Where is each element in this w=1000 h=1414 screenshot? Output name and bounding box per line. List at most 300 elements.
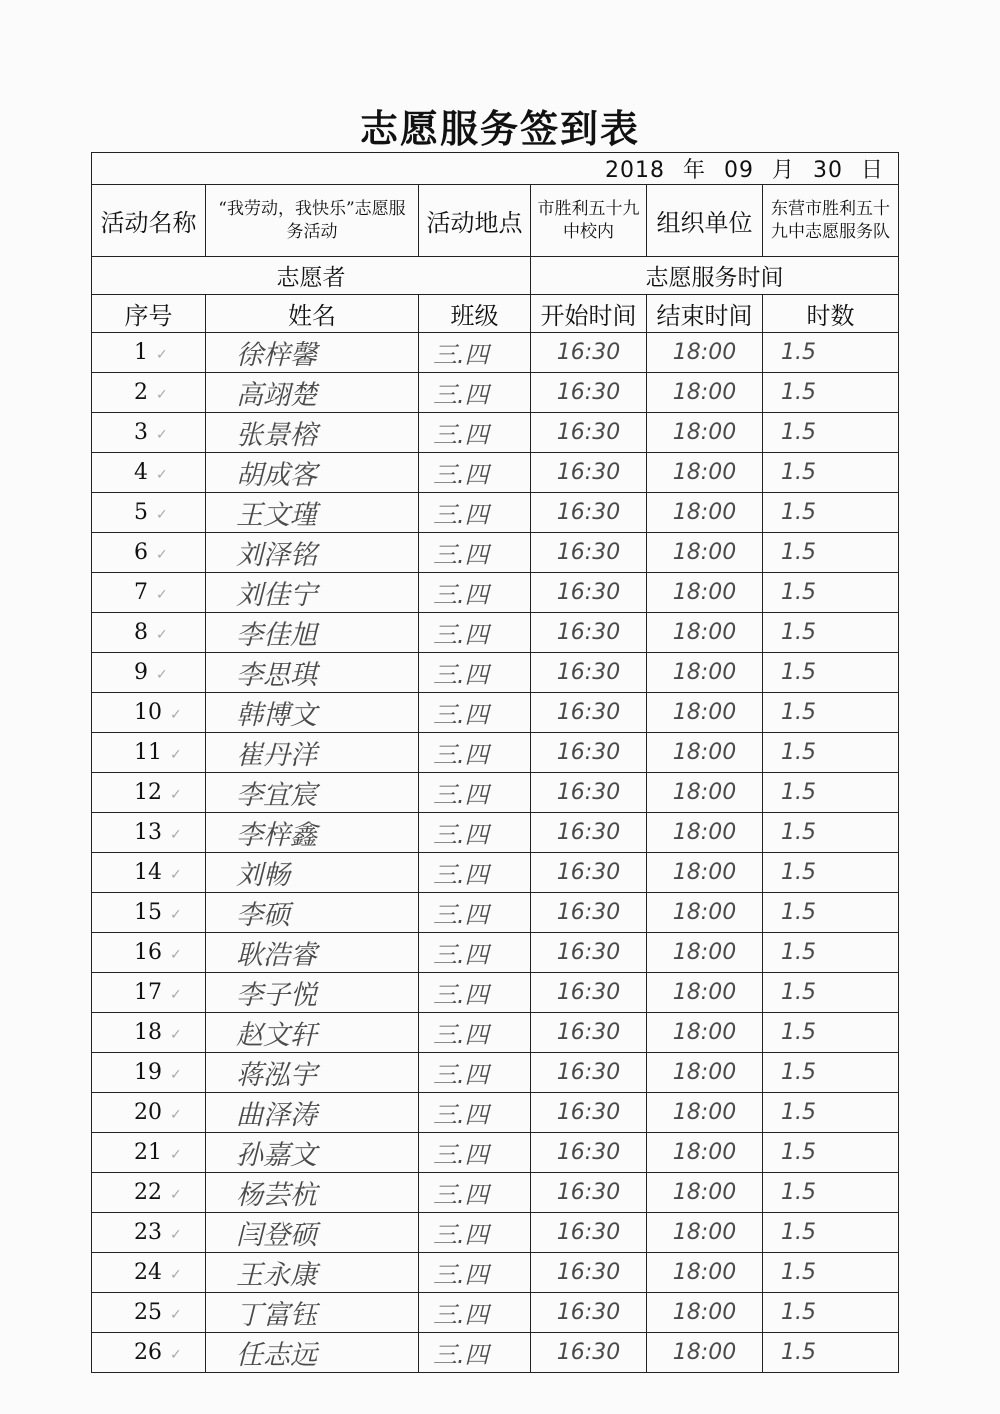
cell-start-time-text: 16:30 [556, 500, 621, 525]
cell-name-text: 任志远 [236, 1340, 317, 1371]
cell-class-text: 三.四 [433, 581, 489, 609]
cell-start-time-text: 16:30 [556, 860, 621, 885]
cell-seq-text: 7 [134, 580, 148, 605]
table-row [92, 1173, 899, 1213]
cell-seq [92, 773, 206, 813]
cell-class [419, 653, 531, 693]
check-mark-icon: ✓ [170, 947, 182, 963]
cell-hours [763, 1133, 899, 1173]
cell-class-text: 三.四 [433, 1101, 489, 1129]
cell-end-time-text: 18:00 [672, 620, 737, 645]
check-mark-icon: ✓ [170, 1227, 182, 1243]
cell-start-time [531, 573, 647, 613]
cell-class-text: 三.四 [433, 461, 489, 489]
cell-end-time-text: 18:00 [672, 380, 737, 405]
cell-end-time-text: 18:00 [672, 1300, 737, 1325]
cell-end-time-text: 18:00 [672, 1220, 737, 1245]
cell-seq [92, 1333, 206, 1373]
cell-end-time [647, 613, 763, 653]
cell-start-time [531, 1333, 647, 1373]
cell-class [419, 493, 531, 533]
cell-seq-text: 2 [134, 380, 148, 405]
cell-name [206, 413, 419, 453]
cell-name-text: 王永康 [236, 1260, 317, 1291]
cell-class-text: 三.四 [433, 981, 489, 1009]
location-value: 市胜利五十九中校内 [531, 185, 647, 257]
cell-end-time [647, 413, 763, 453]
cell-seq-text: 8 [134, 620, 148, 645]
cell-seq-text: 1 [134, 340, 148, 365]
cell-hours [763, 853, 899, 893]
check-mark-icon: ✓ [170, 1347, 182, 1363]
cell-end-time-text: 18:00 [672, 1340, 737, 1365]
cell-end-time-text: 18:00 [672, 1260, 737, 1285]
check-mark-icon: ✓ [156, 547, 168, 563]
cell-seq-text: 26 [134, 1340, 162, 1365]
cell-hours-text: 1.5 [781, 380, 816, 405]
check-mark-icon: ✓ [170, 867, 182, 883]
cell-name [206, 813, 419, 853]
cell-hours [763, 493, 899, 533]
cell-end-time-text: 18:00 [672, 860, 737, 885]
cell-end-time [647, 573, 763, 613]
cell-class [419, 1213, 531, 1253]
org-label: 组织单位 [647, 185, 763, 257]
cell-seq [92, 893, 206, 933]
cell-hours [763, 1293, 899, 1333]
cell-start-time-text: 16:30 [556, 620, 621, 645]
check-mark-icon: ✓ [156, 627, 168, 643]
cell-hours-text: 1.5 [781, 540, 816, 565]
cell-seq [92, 1133, 206, 1173]
cell-class [419, 1093, 531, 1133]
cell-start-time-text: 16:30 [556, 980, 621, 1005]
cell-hours [763, 1093, 899, 1133]
cell-name-text: 耿浩睿 [236, 940, 317, 971]
cell-end-time-text: 18:00 [672, 780, 737, 805]
cell-end-time [647, 1093, 763, 1133]
cell-end-time [647, 1293, 763, 1333]
cell-seq-text: 11 [134, 740, 162, 765]
cell-hours [763, 533, 899, 573]
cell-seq [92, 1213, 206, 1253]
cell-start-time [531, 933, 647, 973]
cell-class-text: 三.四 [433, 1301, 489, 1329]
cell-hours [763, 1173, 899, 1213]
cell-name [206, 893, 419, 933]
cell-class-text: 三.四 [433, 701, 489, 729]
cell-hours [763, 1013, 899, 1053]
cell-start-time-text: 16:30 [556, 1340, 621, 1365]
cell-class [419, 853, 531, 893]
cell-seq-text: 17 [134, 980, 162, 1005]
cell-hours [763, 373, 899, 413]
cell-name-text: 王文瑾 [236, 500, 317, 531]
cell-end-time [647, 1053, 763, 1093]
table-row [92, 1253, 899, 1293]
check-mark-icon: ✓ [170, 707, 182, 723]
cell-name-text: 李梓鑫 [236, 820, 317, 851]
check-mark-icon: ✓ [156, 427, 168, 443]
cell-name [206, 973, 419, 1013]
cell-name-text: 李思琪 [236, 660, 317, 691]
cell-seq-text: 4 [134, 460, 148, 485]
cell-class-text: 三.四 [433, 501, 489, 529]
cell-class [419, 773, 531, 813]
table-row [92, 1293, 899, 1333]
cell-hours-text: 1.5 [781, 860, 816, 885]
volunteer-group-header: 志愿者 [92, 257, 531, 295]
cell-hours [763, 1213, 899, 1253]
cell-end-time [647, 1013, 763, 1053]
cell-seq [92, 493, 206, 533]
cell-start-time-text: 16:30 [556, 1020, 621, 1045]
header-class: 班级 [419, 295, 531, 333]
cell-end-time-text: 18:00 [672, 980, 737, 1005]
check-mark-icon: ✓ [170, 827, 182, 843]
cell-hours [763, 1333, 899, 1373]
cell-name-text: 张景榕 [236, 420, 317, 451]
cell-name [206, 1213, 419, 1253]
cell-end-time-text: 18:00 [672, 420, 737, 445]
cell-hours-text: 1.5 [781, 820, 816, 845]
cell-start-time [531, 693, 647, 733]
cell-seq-text: 12 [134, 780, 162, 805]
cell-name [206, 853, 419, 893]
cell-seq [92, 933, 206, 973]
cell-class-text: 三.四 [433, 861, 489, 889]
cell-start-time-text: 16:30 [556, 1140, 621, 1165]
location-label: 活动地点 [419, 185, 531, 257]
cell-end-time-text: 18:00 [672, 540, 737, 565]
cell-name [206, 333, 419, 373]
cell-end-time-text: 18:00 [672, 660, 737, 685]
cell-hours [763, 453, 899, 493]
cell-start-time-text: 16:30 [556, 420, 621, 445]
cell-class [419, 893, 531, 933]
cell-end-time [647, 653, 763, 693]
cell-end-time-text: 18:00 [672, 460, 737, 485]
cell-end-time-text: 18:00 [672, 700, 737, 725]
cell-start-time [531, 1133, 647, 1173]
table-row [92, 373, 899, 413]
cell-end-time-text: 18:00 [672, 580, 737, 605]
cell-hours [763, 573, 899, 613]
cell-end-time [647, 1333, 763, 1373]
cell-start-time [531, 453, 647, 493]
cell-end-time [647, 733, 763, 773]
cell-start-time-text: 16:30 [556, 380, 621, 405]
cell-hours-text: 1.5 [781, 660, 816, 685]
cell-seq-text: 21 [134, 1140, 162, 1165]
cell-name [206, 1013, 419, 1053]
cell-seq [92, 733, 206, 773]
cell-seq-text: 5 [134, 500, 148, 525]
page-title: 志愿服务签到表 [359, 107, 640, 151]
cell-hours-text: 1.5 [781, 1020, 816, 1045]
cell-start-time [531, 533, 647, 573]
cell-hours-text: 1.5 [781, 420, 816, 445]
cell-start-time-text: 16:30 [556, 540, 621, 565]
cell-hours-text: 1.5 [781, 740, 816, 765]
cell-hours-text: 1.5 [781, 1180, 816, 1205]
cell-start-time-text: 16:30 [556, 780, 621, 805]
cell-seq-text: 3 [134, 420, 148, 445]
cell-class [419, 373, 531, 413]
table-row [92, 853, 899, 893]
cell-class [419, 693, 531, 733]
cell-end-time [647, 853, 763, 893]
cell-hours [763, 1253, 899, 1293]
cell-start-time-text: 16:30 [556, 340, 621, 365]
cell-start-time [531, 773, 647, 813]
cell-seq-text: 20 [134, 1100, 162, 1125]
cell-seq-text: 16 [134, 940, 162, 965]
cell-seq-text: 24 [134, 1260, 162, 1285]
cell-class-text: 三.四 [433, 341, 489, 369]
cell-class [419, 973, 531, 1013]
cell-end-time-text: 18:00 [672, 1020, 737, 1045]
cell-start-time [531, 413, 647, 453]
cell-hours-text: 1.5 [781, 1300, 816, 1325]
cell-seq [92, 373, 206, 413]
cell-hours-text: 1.5 [781, 1060, 816, 1085]
cell-name [206, 693, 419, 733]
cell-start-time-text: 16:30 [556, 660, 621, 685]
cell-name-text: 赵文轩 [236, 1020, 317, 1051]
cell-seq-text: 6 [134, 540, 148, 565]
cell-class [419, 1173, 531, 1213]
check-mark-icon: ✓ [156, 467, 168, 483]
table-row [92, 1093, 899, 1133]
date-year: 2018 [604, 158, 665, 183]
cell-start-time-text: 16:30 [556, 700, 621, 725]
cell-start-time-text: 16:30 [556, 580, 621, 605]
date-row [92, 153, 899, 185]
cell-start-time-text: 16:30 [556, 1220, 621, 1245]
cell-hours [763, 733, 899, 773]
cell-end-time [647, 1173, 763, 1213]
cell-start-time-text: 16:30 [556, 1180, 621, 1205]
cell-end-time [647, 453, 763, 493]
check-mark-icon: ✓ [170, 987, 182, 1003]
cell-name-text: 李宜宸 [236, 780, 317, 811]
cell-start-time [531, 1053, 647, 1093]
cell-end-time [647, 973, 763, 1013]
table-row [92, 893, 899, 933]
cell-seq [92, 1013, 206, 1053]
cell-class-text: 三.四 [433, 1261, 489, 1289]
table-row [92, 733, 899, 773]
header-end: 结束时间 [647, 295, 763, 333]
cell-end-time [647, 893, 763, 933]
cell-name [206, 1173, 419, 1213]
cell-hours [763, 653, 899, 693]
cell-hours-text: 1.5 [781, 1220, 816, 1245]
cell-end-time-text: 18:00 [672, 940, 737, 965]
sign-in-table-body [92, 153, 899, 1373]
cell-class [419, 333, 531, 373]
cell-name-text: 孙嘉文 [236, 1140, 317, 1171]
cell-name-text: 徐梓馨 [236, 340, 317, 371]
cell-start-time-text: 16:30 [556, 1060, 621, 1085]
cell-class-text: 三.四 [433, 1341, 489, 1369]
cell-seq [92, 453, 206, 493]
cell-end-time [647, 1253, 763, 1293]
cell-class-text: 三.四 [433, 621, 489, 649]
header-start: 开始时间 [531, 295, 647, 333]
sign-in-table [91, 152, 899, 1373]
cell-name-text: 刘佳宁 [236, 580, 317, 611]
cell-start-time-text: 16:30 [556, 940, 621, 965]
check-mark-icon: ✓ [170, 1267, 182, 1283]
cell-name-text: 蒋泓宇 [236, 1060, 317, 1091]
cell-hours-text: 1.5 [781, 580, 816, 605]
cell-name-text: 刘畅 [236, 860, 290, 891]
cell-end-time [647, 493, 763, 533]
cell-class-text: 三.四 [433, 541, 489, 569]
check-mark-icon: ✓ [170, 1147, 182, 1163]
cell-seq [92, 573, 206, 613]
cell-seq [92, 1173, 206, 1213]
cell-hours [763, 813, 899, 853]
cell-start-time [531, 1293, 647, 1333]
cell-start-time-text: 16:30 [556, 1100, 621, 1125]
cell-seq-text: 22 [134, 1180, 162, 1205]
cell-class-text: 三.四 [433, 1181, 489, 1209]
check-mark-icon: ✓ [156, 347, 168, 363]
table-row [92, 933, 899, 973]
cell-class-text: 三.四 [433, 941, 489, 969]
check-mark-icon: ✓ [170, 747, 182, 763]
cell-name [206, 493, 419, 533]
cell-class [419, 733, 531, 773]
cell-end-time [647, 333, 763, 373]
cell-end-time [647, 693, 763, 733]
cell-start-time [531, 1173, 647, 1213]
cell-class-text: 三.四 [433, 421, 489, 449]
table-row [92, 973, 899, 1013]
cell-seq-text: 19 [134, 1060, 162, 1085]
cell-end-time-text: 18:00 [672, 740, 737, 765]
cell-class-text: 三.四 [433, 901, 489, 929]
table-row [92, 573, 899, 613]
table-row [92, 653, 899, 693]
cell-class-text: 三.四 [433, 661, 489, 689]
cell-name [206, 453, 419, 493]
cell-hours-text: 1.5 [781, 1100, 816, 1125]
cell-seq-text: 15 [134, 900, 162, 925]
service-time-group-header: 志愿服务时间 [531, 257, 899, 295]
cell-hours [763, 613, 899, 653]
cell-end-time-text: 18:00 [672, 340, 737, 365]
cell-hours-text: 1.5 [781, 1140, 816, 1165]
cell-hours-text: 1.5 [781, 1340, 816, 1365]
date-cell [92, 153, 899, 185]
cell-name-text: 韩博文 [236, 700, 317, 731]
cell-start-time [531, 333, 647, 373]
cell-hours [763, 893, 899, 933]
cell-end-time-text: 18:00 [672, 500, 737, 525]
cell-start-time [531, 893, 647, 933]
cell-name [206, 933, 419, 973]
check-mark-icon: ✓ [170, 1027, 182, 1043]
cell-class [419, 813, 531, 853]
cell-start-time [531, 1093, 647, 1133]
cell-seq [92, 533, 206, 573]
cell-name-text: 崔丹洋 [236, 740, 317, 771]
cell-seq [92, 413, 206, 453]
cell-name-text: 丁富钰 [236, 1300, 317, 1331]
cell-class [419, 573, 531, 613]
cell-class-text: 三.四 [433, 1021, 489, 1049]
cell-name [206, 773, 419, 813]
cell-name [206, 1133, 419, 1173]
cell-end-time [647, 373, 763, 413]
cell-seq [92, 333, 206, 373]
cell-class [419, 1133, 531, 1173]
cell-seq-text: 9 [134, 660, 148, 685]
cell-hours [763, 413, 899, 453]
check-mark-icon: ✓ [170, 1307, 182, 1323]
header-hours: 时数 [763, 295, 899, 333]
cell-hours-text: 1.5 [781, 620, 816, 645]
cell-start-time-text: 16:30 [556, 740, 621, 765]
cell-name-text: 李佳旭 [236, 620, 317, 651]
cell-start-time [531, 1013, 647, 1053]
cell-class-text: 三.四 [433, 781, 489, 809]
cell-start-time [531, 973, 647, 1013]
check-mark-icon: ✓ [170, 787, 182, 803]
cell-name-text: 李硕 [236, 900, 290, 931]
table-row [92, 333, 899, 373]
cell-class-text: 三.四 [433, 1141, 489, 1169]
cell-class-text: 三.四 [433, 1221, 489, 1249]
cell-seq [92, 1253, 206, 1293]
cell-class [419, 1293, 531, 1333]
cell-start-time [531, 853, 647, 893]
cell-seq [92, 693, 206, 733]
table-row [92, 453, 899, 493]
cell-seq [92, 853, 206, 893]
cell-name-text: 闫登硕 [236, 1220, 317, 1251]
cell-seq [92, 973, 206, 1013]
cell-seq-text: 10 [134, 700, 162, 725]
cell-end-time [647, 813, 763, 853]
cell-hours-text: 1.5 [781, 340, 816, 365]
cell-start-time [531, 813, 647, 853]
cell-start-time-text: 16:30 [556, 1300, 621, 1325]
cell-class [419, 933, 531, 973]
cell-start-time [531, 733, 647, 773]
cell-class [419, 1253, 531, 1293]
cell-seq [92, 1093, 206, 1133]
cell-name [206, 1293, 419, 1333]
cell-start-time-text: 16:30 [556, 900, 621, 925]
cell-class [419, 1333, 531, 1373]
cell-hours-text: 1.5 [781, 900, 816, 925]
cell-hours-text: 1.5 [781, 700, 816, 725]
cell-end-time-text: 18:00 [672, 1060, 737, 1085]
cell-start-time-text: 16:30 [556, 820, 621, 845]
table-row [92, 1133, 899, 1173]
cell-class [419, 413, 531, 453]
cell-name [206, 373, 419, 413]
cell-hours-text: 1.5 [781, 1260, 816, 1285]
cell-name [206, 533, 419, 573]
check-mark-icon: ✓ [170, 1067, 182, 1083]
cell-start-time-text: 16:30 [556, 460, 621, 485]
